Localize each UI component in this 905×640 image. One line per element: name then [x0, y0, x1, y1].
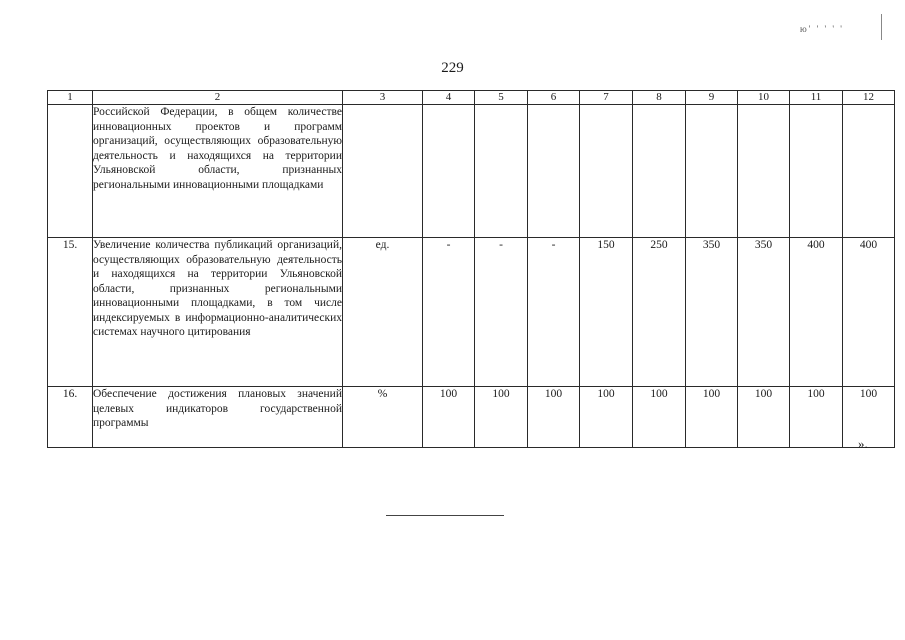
row-value	[528, 105, 580, 238]
row-value: 100	[790, 387, 843, 448]
table-row	[48, 105, 895, 238]
row-value	[843, 105, 895, 238]
header-cell: 8	[633, 91, 686, 105]
row-value: 100	[475, 387, 528, 448]
row-value	[738, 105, 790, 238]
row-number: 16.	[48, 387, 93, 448]
indicators-table	[47, 90, 895, 448]
row-value: 400	[843, 238, 895, 387]
corner-scan-mark: ю' ' ' ' '	[800, 24, 844, 34]
row-value: -	[423, 238, 475, 387]
row-description: Российской Федерации, в общем количестве инновационных проектов и программ организаций, осуществляющих образовательную деятельность и находящихся на территории Ульяновской области, признанных региональными инновационными площадками	[93, 105, 343, 238]
closing-quote: ».	[858, 436, 868, 451]
row-unit	[343, 105, 423, 238]
row-value	[580, 105, 633, 238]
row-value: -	[528, 238, 580, 387]
row-number	[48, 105, 93, 238]
header-cell: 11	[790, 91, 843, 105]
header-cell: 7	[580, 91, 633, 105]
row-value: 100	[423, 387, 475, 448]
table-row	[48, 238, 895, 387]
row-value: -	[475, 238, 528, 387]
header-cell: 4	[423, 91, 475, 105]
header-cell: 3	[343, 91, 423, 105]
row-value: 100	[580, 387, 633, 448]
header-cell: 5	[475, 91, 528, 105]
row-value: 100	[528, 387, 580, 448]
header-cell: 6	[528, 91, 580, 105]
header-cell: 1	[48, 91, 93, 105]
header-cell: 2	[93, 91, 343, 105]
row-value: 100	[686, 387, 738, 448]
row-value: 100	[738, 387, 790, 448]
row-value: 150	[580, 238, 633, 387]
row-unit: %	[343, 387, 423, 448]
row-value: 250	[633, 238, 686, 387]
table-row	[48, 387, 895, 448]
header-cell: 10	[738, 91, 790, 105]
row-value	[475, 105, 528, 238]
row-value	[790, 105, 843, 238]
row-value	[423, 105, 475, 238]
row-value: 350	[686, 238, 738, 387]
row-value: 100	[843, 387, 895, 448]
header-cell: 12	[843, 91, 895, 105]
row-value: 400	[790, 238, 843, 387]
row-number: 15.	[48, 238, 93, 387]
row-value	[633, 105, 686, 238]
header-cell: 9	[686, 91, 738, 105]
row-unit: ед.	[343, 238, 423, 387]
footer-divider	[386, 515, 504, 516]
corner-scan-rule	[881, 14, 882, 40]
page-number: 229	[441, 60, 464, 76]
row-value	[686, 105, 738, 238]
row-value: 350	[738, 238, 790, 387]
row-description: Обеспечение достижения плановых значений целевых индикаторов государственной программы	[93, 387, 343, 448]
row-description: Увеличение количества публикаций организаций, осуществляющих образовательную деятельность и находящихся на территории Ульяновской области, признанных региональными инновационными площадками, в том числе индексируемых в информационно-аналитических системах научного цитирования	[93, 238, 343, 387]
header-row	[48, 91, 895, 105]
row-value: 100	[633, 387, 686, 448]
